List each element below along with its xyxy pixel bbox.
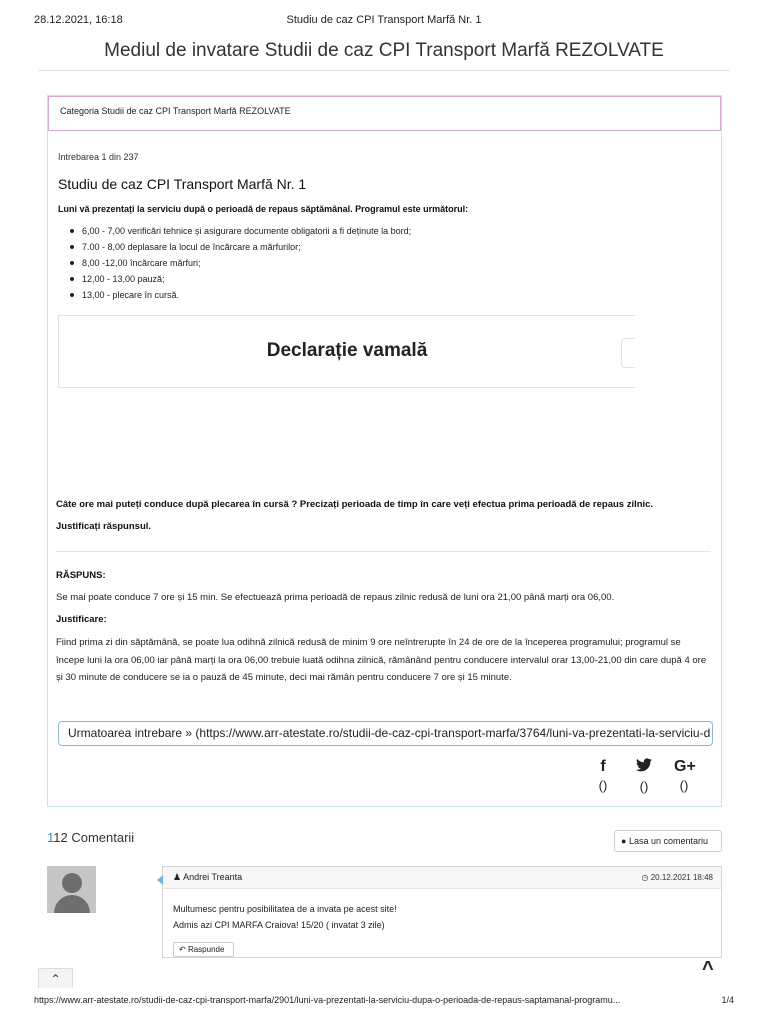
comment-line: Admis azi CPI MARFA Craiova! 15/20 ( invatat 3 zile) [173, 920, 385, 930]
list-item: 12,00 - 13,00 pauză; [70, 272, 411, 288]
print-date: 28.12.2021, 16:18 [34, 14, 123, 26]
print-url: https://www.arr-atestate.ro/studii-de-caz-cpi-transport-marfa/2901/luni-va-prezentati-la-serviciu-dupa-o-perioada-de-repaus-saptamanal-programu... [34, 995, 621, 1005]
comment-card [162, 866, 722, 958]
question-intro: Luni vă prezentați la serviciu după o perioadă de repaus săptămânal. Programul este următorul: [58, 204, 469, 214]
avatar-head [62, 873, 82, 893]
comment-body [173, 901, 397, 933]
question-title: Studiu de caz CPI Transport Marfă Nr. 1 [58, 176, 307, 192]
twitter-icon [636, 758, 652, 772]
comment-icon: ● [621, 836, 627, 846]
list-item: 7.00 - 8,00 deplasare la locul de încărcare a mărfurilor; [70, 240, 411, 256]
print-header [34, 14, 734, 32]
comment-date [642, 873, 714, 882]
facebook-share-button[interactable] [593, 758, 613, 793]
comment-author-name: Andrei Treanta [183, 872, 243, 882]
facebook-icon: f [600, 758, 606, 775]
answer-divider [56, 551, 711, 552]
avatar-body [54, 895, 90, 913]
twitter-count: () [639, 779, 649, 794]
answer-text: Se mai poate conduce 7 ore și 15 min. Se efectuează prima perioadă de repaus zilnic redusă de luni ora 21,00 până marți ora 06,00. [56, 592, 615, 603]
justify-prompt: Justificați răspunsul. [56, 521, 152, 532]
gplus-share-button[interactable] [674, 758, 694, 793]
google-plus-icon: G+ [674, 758, 696, 775]
question-text: Câte ore mai puteți conduce după plecarea în cursă ? Precizați perioada de timp în care veți efectua prima perioadă de repaus zilnic. [56, 499, 654, 510]
caret-up-icon: ^ [702, 958, 714, 980]
scroll-to-top-button[interactable] [702, 958, 714, 981]
list-item: 8,00 -12,00 încărcare mărfuri; [70, 256, 411, 272]
gplus-count: () [679, 778, 689, 793]
chevron-up-icon: ⌃ [50, 972, 61, 986]
category-bar: Categoria Studii de caz CPI Transport Marfă REZOLVATE [48, 96, 721, 131]
declaration-card [58, 315, 635, 388]
declaration-tab [621, 338, 635, 368]
twitter-share-button[interactable] [634, 758, 654, 794]
avatar [47, 866, 96, 913]
list-item: 13,00 - plecare în cursă. [70, 288, 411, 304]
facebook-count: () [598, 778, 608, 793]
site-title: Mediul de invatare Studii de caz CPI Transport Marfă REZOLVATE [104, 40, 664, 61]
add-comment-button[interactable] [614, 830, 722, 852]
print-page-number: 1/4 [721, 995, 734, 1005]
print-footer [34, 995, 734, 1009]
comment-author [173, 872, 242, 883]
comment-date-text: 20.12.2021 18:48 [650, 873, 713, 882]
comments-heading [47, 830, 134, 845]
justification-label: Justificare: [56, 614, 107, 625]
clock-icon: ◷ [641, 873, 649, 882]
print-title: Studiu de caz CPI Transport Marfă Nr. 1 [286, 14, 482, 26]
reply-icon: ↶ [179, 945, 186, 954]
question-counter: Intrebarea 1 din 237 [58, 152, 139, 162]
schedule-list [70, 224, 411, 304]
question-panel [47, 95, 722, 807]
reply-button[interactable] [173, 942, 234, 957]
comments-count-highlight: 1 [47, 830, 54, 845]
next-question-button[interactable]: Urmatoarea intrebare » (https://www.arr-atestate.ro/studii-de-caz-cpi-transport-marfa/3764/luni-va-prezentati-la-serviciu-d [58, 721, 713, 746]
user-icon: ♟ [173, 872, 182, 882]
comments-count-label: 12 Comentarii [53, 830, 135, 845]
add-comment-label: Lasa un comentariu [628, 836, 709, 846]
comment-header [163, 867, 721, 889]
list-item: 6,00 - 7,00 verificări tehnice și asigurare documente obligatorii a fi deținute la bord; [70, 224, 411, 240]
chevron-up-tab[interactable] [38, 968, 73, 988]
title-divider [38, 70, 730, 71]
answer-label: RĂSPUNS: [56, 570, 106, 581]
declaration-title: Declarație vamală [266, 340, 428, 361]
justification-text: Fiind prima zi din săptămână, se poate lua odihnă zilnică redusă de minim 9 ore neîntrerupte în 24 de ore de la începerea programului; programul se începe luni la ora 06,00 iar până marți la ora 06,00 trebuie luată odihna zilnică, rămânând pentru conducere intervalul orar 13,00-21,00 din care după 4 ore și 30 minute de conducere se ia o pauză de 45 minute, deci mai rămân pentru conducere 7 ore și 15 minute. [56, 637, 707, 683]
reply-label: Raspunde [187, 945, 225, 954]
comment-line: Multumesc pentru posibilitatea de a invata pe acest site! [173, 904, 397, 914]
